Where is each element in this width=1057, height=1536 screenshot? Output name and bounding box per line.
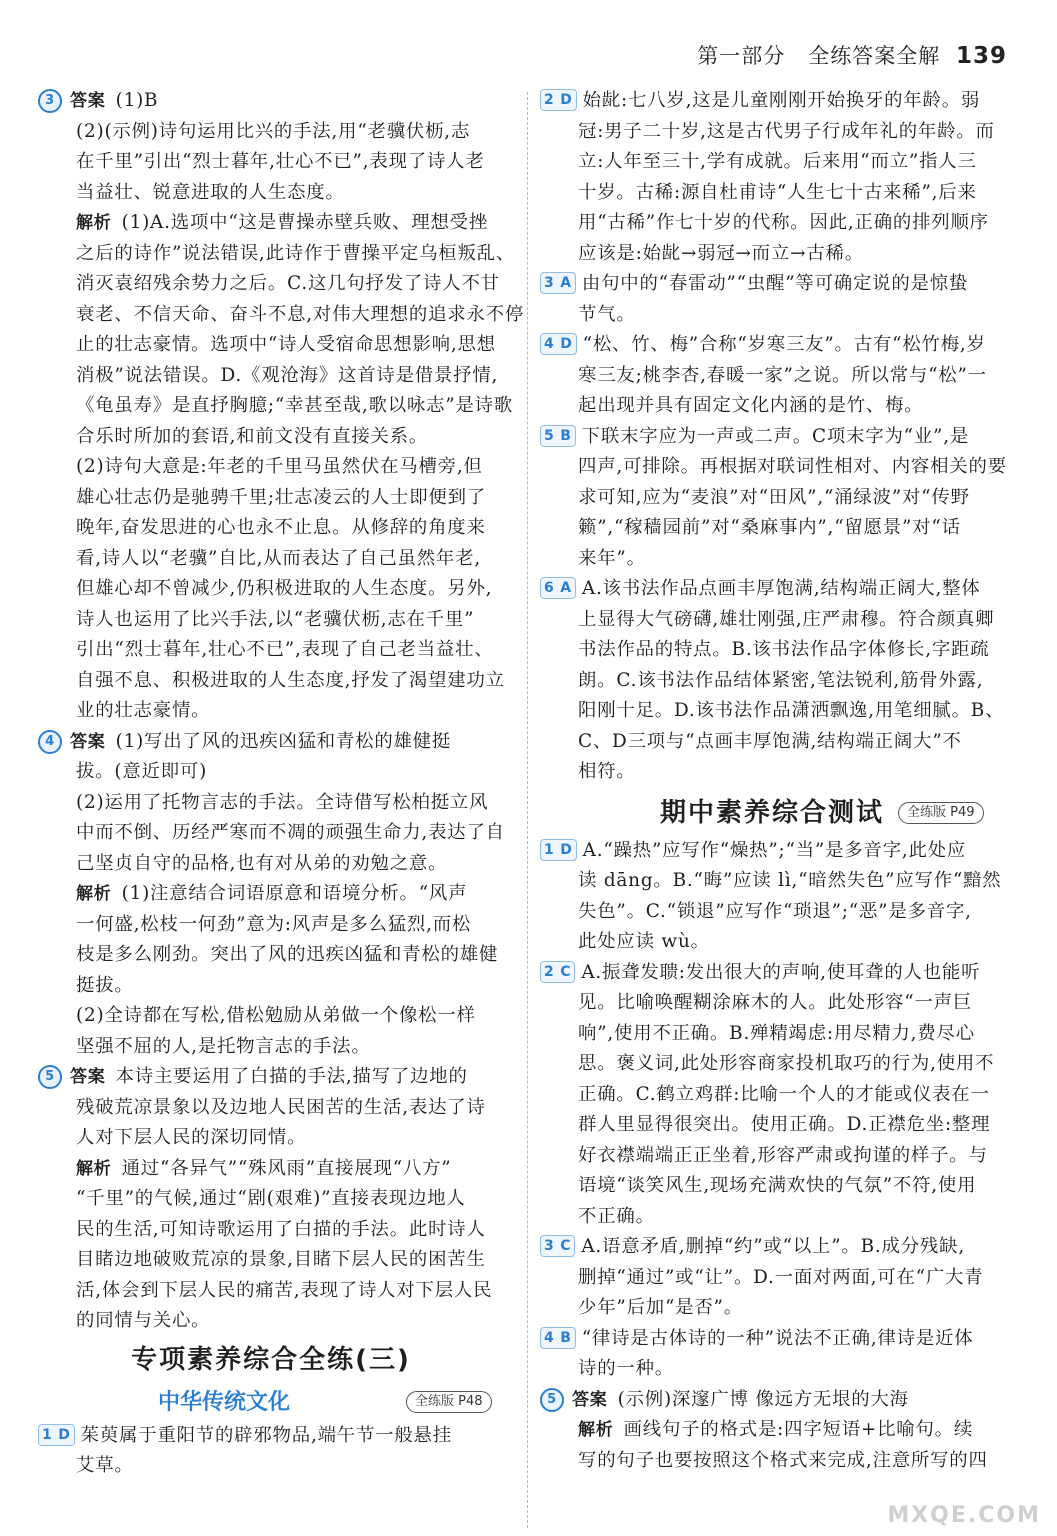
question-block — [540, 1232, 1010, 1324]
answer-text: 用“古稀”作七十岁的代称。因此,正确的排列顺序 — [578, 212, 989, 233]
answer-text: 下联末字应为一声或二声。C项末字为“业”,是 — [581, 425, 970, 447]
answer-line — [540, 1324, 1010, 1355]
analysis-text: 坚强不屈的人,是托物言志的手法。 — [76, 1035, 371, 1057]
question-number-badge: 5 — [540, 1388, 564, 1412]
answer-text: A.“躁热”应写作“燥热”;“当”是多音字,此处应 — [582, 839, 967, 861]
answer-line — [540, 1385, 1010, 1416]
answer-badge — [540, 89, 577, 111]
answer-line — [540, 330, 1010, 361]
answer-label: 答案 — [70, 731, 106, 752]
analysis-label: 解析 — [76, 213, 112, 233]
analysis-text: 画线句子的格式是:四字短语+比喻句。续 — [623, 1419, 974, 1440]
watermark: MXQE.COM — [887, 1503, 1041, 1528]
analysis-text: 业的壮志豪情。 — [76, 700, 211, 721]
answer-text: 相符。 — [578, 761, 636, 782]
question-block — [38, 86, 525, 727]
analysis-text: 晚年,奋发思进的心也永不止息。从修辞的角度来 — [76, 517, 486, 538]
answer-text: “松、竹、梅”合称“岁寒三友”。古有“松竹梅,岁 — [582, 334, 986, 355]
answer-letter: B — [560, 1329, 572, 1346]
answer-text: 见。比喻唤醒糊涂麻木的人。此处形容“一声巨 — [578, 992, 973, 1013]
answer-line — [540, 86, 1010, 117]
question-number: 1 — [42, 1426, 53, 1443]
question-number-badge: 3 — [38, 89, 62, 113]
answer-text: 响”,使用不正确。B.殚精竭虑:用尽精力,费尽心 — [578, 1022, 975, 1044]
question-number-badge: 4 — [38, 730, 62, 754]
analysis-text: 止的壮志豪情。选项中“诗人受宿命思想影响,思想 — [76, 334, 496, 355]
analysis-text: 但雄心却不曾减少,仍积极进取的人生态度。另外, — [76, 578, 493, 599]
analysis-text: 目睹边地破败荒凉的景象,目睹下层人民的困苦生 — [76, 1249, 486, 1270]
answer-line — [38, 86, 504, 117]
answer-text: 诗的一种。 — [578, 1358, 674, 1379]
answer-badge — [540, 1327, 576, 1349]
analysis-text: (1)注意结合词语原意和语境分析。“风声 — [121, 883, 468, 904]
answer-letter: B — [560, 427, 572, 444]
answer-text: 起出现并具有固定文化内涵的是竹、梅。 — [578, 395, 924, 416]
answer-text: 正确。C.鹤立鸡群:比喻一个人的才能或仪表在一 — [578, 1083, 990, 1105]
analysis-text: 消灭袁绍残余势力之后。C.这几句抒发了诗人不甘 — [76, 273, 500, 294]
answer-text: 立:人年至三十,学有成就。后来用“而立”指人三 — [578, 151, 977, 172]
section-title: 专项素养综合全练(三) — [131, 1344, 411, 1375]
question-block — [38, 1062, 504, 1337]
question-block — [540, 86, 1010, 269]
answer-text: 失色”。C.“锁退”应写作“琐退”;“恶”是多音字, — [578, 900, 972, 922]
answer-letter: D — [560, 841, 573, 858]
answer-badge — [540, 272, 576, 294]
question-block — [38, 1421, 504, 1482]
left-column — [38, 86, 525, 1482]
analysis-label: 解析 — [578, 1420, 614, 1440]
answer-letter: D — [560, 336, 573, 352]
answer-text: 群人里显得很突出。使用正确。D.正襟危坐:整理 — [578, 1114, 991, 1135]
answer-text: 书法作品的特点。B.该书法作品字体修长,字距疏 — [578, 639, 990, 660]
answer-text: 中而不倒、历经严寒而不凋的顽强生命力,表达了自 — [76, 822, 505, 843]
analysis-text: 衰老、不信天命、奋斗不息,对伟大理想的追求永不停 — [76, 303, 525, 325]
answer-text: 求可知,应为“麦浪”对“田风”,“涌绿波”对“传野 — [578, 486, 970, 508]
answer-line — [38, 1421, 504, 1452]
answer-line — [540, 836, 1010, 867]
question-number: 1 — [544, 841, 555, 858]
answer-text: (1)写出了风的迅疾凶猛和青松的雄健挺 — [115, 730, 452, 752]
header-title: 全练答案全解 — [808, 44, 941, 68]
answer-text: (示例)深邃广博 像远方无垠的大海 — [617, 1388, 909, 1410]
analysis-text: 一何盛,松枝一何劲”意为:风声是多么猛烈,而松 — [76, 913, 472, 935]
answer-line — [540, 958, 1010, 989]
header-section: 第一部分 — [697, 44, 786, 68]
answer-letter: A — [560, 275, 572, 291]
analysis-text: (1)A.选项中“这是曹操赤壁兵败、理想受挫 — [121, 212, 489, 233]
answer-line — [540, 269, 1010, 300]
page-number: 139 — [955, 43, 1007, 69]
question-block — [540, 1324, 1010, 1385]
answer-text: 不正确。 — [578, 1205, 655, 1227]
analysis-label: 解析 — [76, 884, 112, 904]
answer-text: 己坚贞自守的品格,也有对从弟的劝勉之意。 — [76, 852, 448, 874]
answer-text: 四声,可排除。再根据对联词性相对、内容相关的要 — [578, 456, 1007, 477]
answer-text: (1)B — [115, 90, 159, 111]
subsection-title: 中华传统文化 — [158, 1389, 291, 1415]
analysis-text: 民的生活,可知诗歌运用了白描的手法。此时诗人 — [76, 1218, 486, 1240]
answer-text: 当益壮、锐意进取的人生态度。 — [76, 181, 345, 203]
analysis-text: 之后的诗作”说法错误,此诗作于曹操平定乌桓叛乱、 — [76, 242, 516, 264]
question-block — [540, 269, 1010, 330]
answer-text: (2)运用了托物言志的手法。全诗借写松柏挺立风 — [76, 791, 489, 813]
answer-label: 答案 — [70, 1067, 106, 1087]
answer-text: 艾草。 — [76, 1455, 134, 1476]
answer-text: 思。褒义词,此处形容商家投机取巧的行为,使用不 — [578, 1053, 995, 1074]
question-number: 4 — [544, 1329, 555, 1346]
page-reference-tag: 全练版 P49 — [898, 802, 984, 824]
answer-text: 来年”。 — [578, 547, 646, 569]
question-number: 2 — [544, 92, 555, 108]
analysis-text: 合乐时所加的套语,和前文没有直接关系。 — [76, 425, 429, 447]
subsection-header — [38, 1383, 504, 1421]
analysis-label: 解析 — [76, 1158, 112, 1179]
analysis-text: 自强不息、积极进取的人生态度,抒发了渴望建功立 — [76, 669, 505, 691]
answer-text: 冠:男子二十岁,这是古代男子行成年礼的年龄。而 — [578, 120, 995, 142]
question-block — [540, 1385, 1010, 1477]
question-block — [540, 958, 1010, 1233]
answer-text: 茱萸属于重阳节的辟邪物品,端午节一般悬挂 — [80, 1424, 452, 1446]
question-block — [540, 836, 1010, 958]
page-header — [0, 0, 1057, 80]
analysis-text: “千里”的气候,通过“剧(艰难)”直接表现边地人 — [76, 1188, 466, 1209]
answer-letter: D — [58, 1426, 71, 1443]
answer-text: 朗。C.该书法作品结体紧密,笔法锐利,筋骨外露, — [578, 669, 984, 691]
analysis-text: 枝是多么刚劲。突出了风的迅疾凶猛和青松的雄健 — [76, 944, 499, 965]
question-block — [540, 330, 1010, 422]
answer-badge — [540, 839, 577, 861]
answer-badge — [540, 577, 576, 599]
analysis-text: 引出“烈士暮年,壮心不已”,表现了自己老当益壮、 — [76, 639, 494, 660]
answer-line — [540, 574, 1010, 605]
answer-text: 好衣襟端端正正坐着,形容严肃或拘谨的样子。与 — [578, 1144, 988, 1166]
answer-text: 少年”后加“是否”。 — [578, 1297, 743, 1318]
answer-label: 答案 — [70, 91, 106, 111]
answer-text: 人对下层人民的深切同情。 — [76, 1127, 307, 1148]
analysis-text: 挺拔。 — [76, 974, 134, 996]
answer-text: A.振聋发聩:发出很大的声响,使耳聋的人也能听 — [581, 961, 981, 983]
answer-letter: A — [560, 580, 572, 596]
question-block — [38, 727, 504, 1063]
question-number-badge: 5 — [38, 1065, 62, 1089]
answer-text: 十岁。古稀:源自杜甫诗“人生七十古来稀”,后来 — [578, 181, 977, 203]
answer-letter: C — [560, 1238, 572, 1254]
answer-text: 节气。 — [578, 303, 636, 325]
answer-line — [540, 422, 1010, 453]
answer-text: 始龀:七八岁,这是儿童刚刚开始换牙的年龄。弱 — [582, 90, 981, 111]
answer-text: 上显得大气磅礴,雄壮刚强,庄严肃穆。符合颜真卿 — [578, 608, 995, 630]
analysis-text: 《龟虽寿》是直抒胸臆;“幸甚至哉,歌以咏志”是诗歌 — [76, 395, 514, 416]
answer-badge — [540, 333, 577, 355]
answer-badge — [540, 961, 575, 983]
answer-text: 拔。(意近即可) — [76, 761, 208, 782]
answer-text: 残破荒凉景象以及边地人民困苦的生活,表达了诗 — [76, 1096, 486, 1118]
question-number: 3 — [544, 275, 555, 291]
question-number: 2 — [544, 963, 555, 980]
answer-line — [540, 1232, 1010, 1263]
answer-badge — [540, 1235, 575, 1257]
answer-letter: D — [560, 92, 573, 108]
answer-text: 本诗主要运用了白描的手法,描写了边地的 — [115, 1066, 468, 1087]
header-text — [697, 40, 1007, 70]
answer-text: 由句中的“春雷动”“虫醒”等可确定说的是惊蛰 — [581, 273, 969, 294]
analysis-line — [38, 208, 504, 239]
answer-text: “律诗是古体诗的一种”说法不正确,律诗是近体 — [581, 1327, 974, 1349]
answer-text: 读 dāng。B.“晦”应读 lì,“暗然失色”应写作“黯然 — [578, 870, 1002, 891]
section-title: 期中素养综合测试 — [660, 797, 885, 828]
question-number: 6 — [544, 580, 555, 596]
analysis-text: (2)全诗都在写松,借松勉励从弟做一个像松一样 — [76, 1005, 476, 1026]
answer-text: 应该是:始龀→弱冠→而立→古稀。 — [578, 242, 864, 264]
analysis-line — [38, 1154, 504, 1185]
answer-line — [38, 727, 504, 758]
answer-text: 阳刚十足。D.该书法作品潇洒飘逸,用笔细腻。B、 — [578, 700, 1005, 721]
answer-letter: C — [560, 963, 572, 980]
answer-badge — [540, 425, 576, 447]
answer-text: 籁”,“稼穑园前”对“桑麻事内”,“留愿景”对“话 — [578, 517, 961, 538]
analysis-line — [540, 1415, 1010, 1446]
analysis-text: 消极”说法错误。D.《观沧海》这首诗是借景抒情, — [76, 364, 499, 386]
answer-text: 寒三友;桃李杏,春暖一家”之说。所以常与“松”一 — [578, 364, 987, 386]
answer-text: 删掉“通过”或“让”。D.一面对两面,可在“广大青 — [578, 1266, 984, 1288]
answer-label: 答案 — [572, 1389, 608, 1410]
analysis-text: (2)诗句大意是:年老的千里马虽然伏在马槽旁,但 — [76, 456, 483, 477]
question-block — [540, 422, 1010, 575]
answer-text: (2)(示例)诗句运用比兴的手法,用“老骥伏枥,志 — [76, 120, 471, 142]
analysis-text: 写的句子也要按照这个格式来完成,注意所写的四 — [578, 1449, 988, 1471]
analysis-text: 通过“各异气”“殊风雨”直接展现“八方” — [121, 1157, 452, 1179]
analysis-line — [38, 879, 504, 910]
right-column — [540, 86, 1010, 1476]
question-block — [540, 574, 1010, 788]
analysis-text: 雄心壮志仍是驰骋千里;壮志凌云的人士即便到了 — [76, 486, 486, 508]
answer-text: A.该书法作品点画丰厚饱满,结构端正阔大,整体 — [581, 578, 981, 599]
question-number: 3 — [544, 1238, 555, 1254]
question-number: 5 — [544, 427, 555, 444]
answer-text: A.语意矛盾,删掉“约”或“以上”。B.成分残缺, — [581, 1236, 965, 1257]
answer-text: 在千里”引出“烈士暮年,壮心不已”,表现了诗人老 — [76, 151, 485, 172]
answer-text: C、D三项与“点画丰厚饱满,结构端正阔大”不 — [578, 730, 962, 752]
answer-text: 此处应读 wù。 — [578, 931, 710, 952]
analysis-text: 诗人也运用了比兴手法,以“老骥伏枥,志在千里” — [76, 608, 475, 630]
section-header — [540, 788, 1010, 836]
question-number: 4 — [544, 336, 555, 352]
answer-badge — [38, 1424, 75, 1446]
analysis-text: 看,诗人以“老骥”自比,从而表达了自己虽然年老, — [76, 547, 481, 569]
answer-line — [38, 1062, 504, 1093]
answer-text: 语境“谈笑风生,现场充满欢快的气氛”不符,使用 — [578, 1175, 977, 1196]
analysis-text: 的同情与关心。 — [76, 1310, 211, 1331]
page-reference-tag: 全练版 P48 — [406, 1391, 492, 1413]
analysis-text: 活,体会到下层人民的痛苦,表现了诗人对下层人民 — [76, 1279, 493, 1301]
column-divider — [527, 92, 528, 1528]
